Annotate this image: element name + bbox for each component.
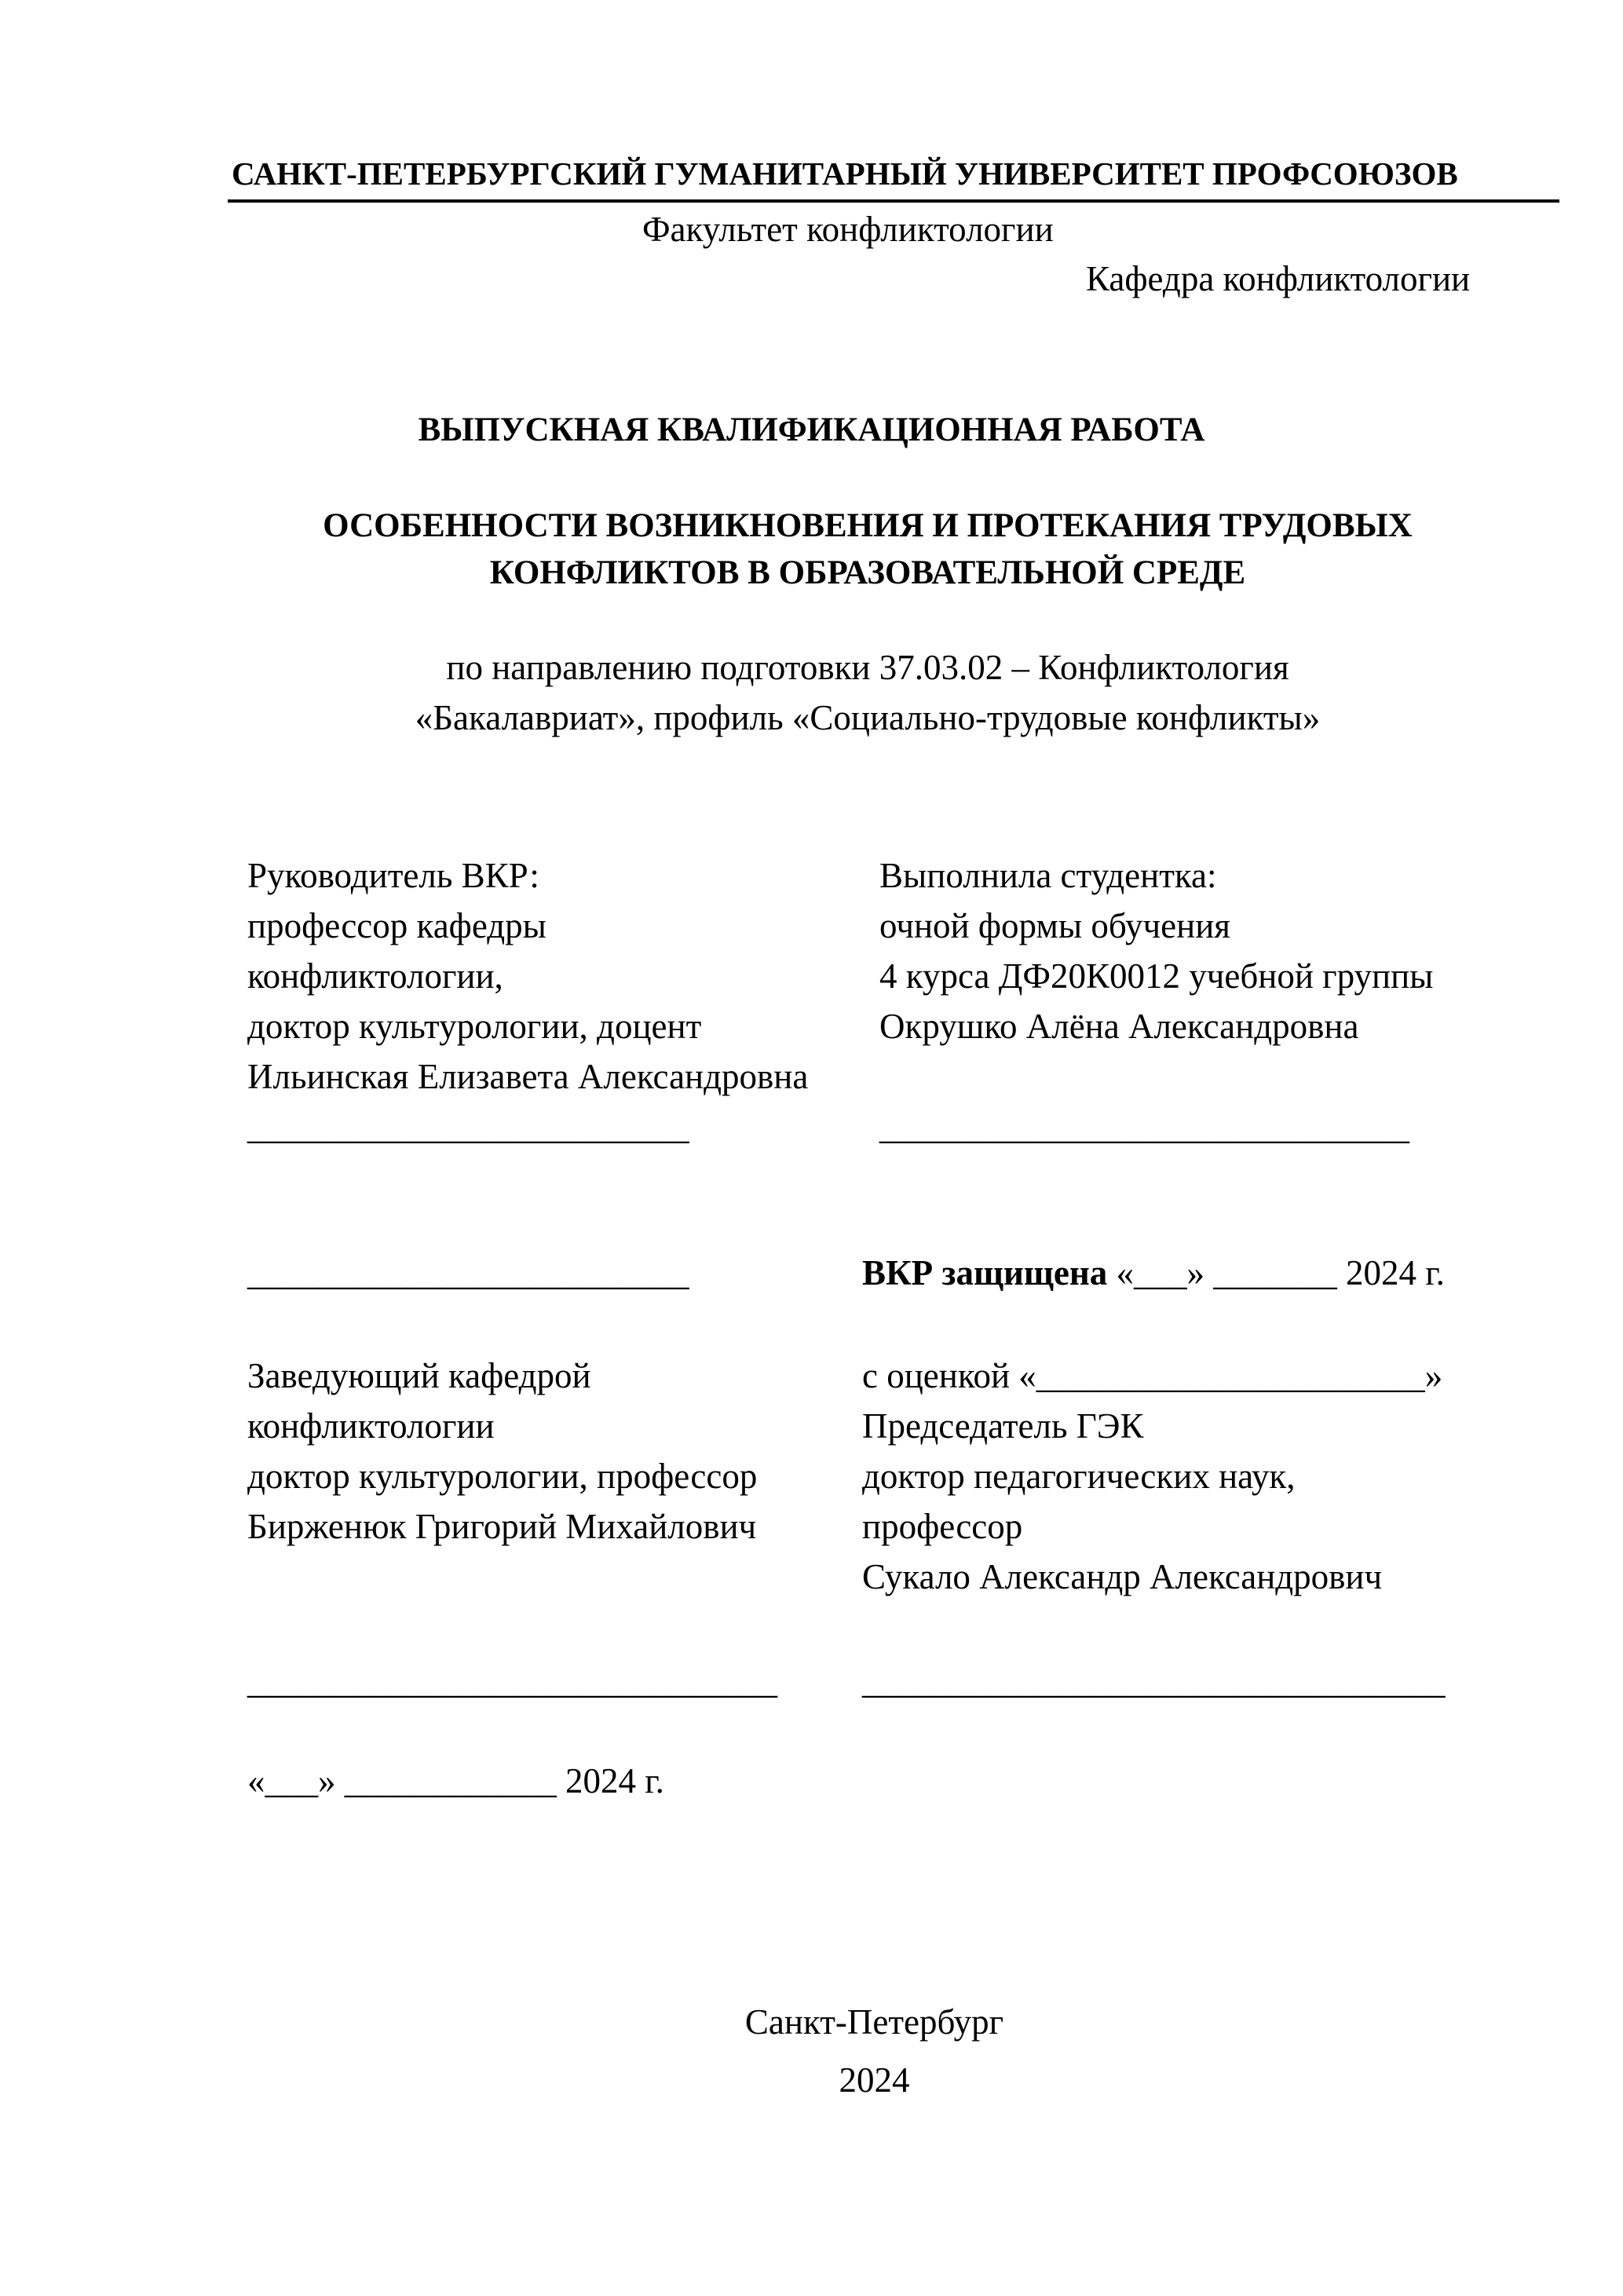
supervisor-signature-line: _________________________ bbox=[247, 1107, 689, 1146]
faculty-name: Факультет конфликтологии bbox=[642, 210, 1054, 249]
head-name: Бирженюк Григорий Михайлович bbox=[247, 1507, 757, 1546]
defense-date-line bbox=[862, 1248, 1445, 1298]
committee-signature-line: _________________________________ bbox=[862, 1662, 1446, 1701]
direction-line: по направлению подготовки 37.03.02 – Конфликтология bbox=[446, 648, 1289, 687]
defense-date: «___» _______ 2024 г. bbox=[1116, 1253, 1445, 1292]
city: Санкт-Петербург bbox=[744, 2002, 1004, 2042]
defense-label: ВКР защищена bbox=[862, 1253, 1108, 1292]
thesis-title-line: КОНФЛИКТОВ В ОБРАЗОВАТЕЛЬНОЙ СРЕДЕ bbox=[489, 554, 1246, 591]
head-title: Заведующий кафедрой bbox=[247, 1356, 591, 1395]
head-degree: доктор культурологии, профессор bbox=[247, 1457, 758, 1496]
supervisor-degree: доктор культурологии, доцент bbox=[247, 1007, 702, 1046]
student-group: 4 курса ДФ20К0012 учебной группы bbox=[879, 956, 1434, 996]
thesis-title-line: ОСОБЕННОСТИ ВОЗНИКНОВЕНИЯ И ПРОТЕКАНИЯ ТРУДОВЫХ bbox=[323, 507, 1413, 544]
direction-line: «Бакалавриат», профиль «Социально-трудовые конфликты» bbox=[415, 698, 1321, 737]
supervisor-position: профессор кафедры bbox=[247, 906, 546, 945]
student-signature-line: ______________________________ bbox=[879, 1107, 1409, 1146]
thesis-title bbox=[0, 503, 1623, 597]
approval-date-line: «___» ____________ 2024 г. bbox=[247, 1761, 664, 1801]
supervisor-block bbox=[247, 850, 808, 1152]
supervisor-second-line: _________________________ bbox=[247, 1253, 689, 1292]
head-signature-line: ______________________________ bbox=[247, 1662, 777, 1701]
head-department: конфликтологии bbox=[247, 1406, 495, 1446]
committee-chair-degree: доктор педагогических наук, bbox=[862, 1457, 1296, 1496]
student-study-form: очной формы обучения bbox=[879, 906, 1230, 945]
defense-grade: с оценкой «______________________» bbox=[862, 1356, 1443, 1395]
student-label: Выполнила студентка: bbox=[879, 856, 1217, 895]
year: 2024 bbox=[839, 2060, 910, 2100]
header-divider bbox=[228, 199, 1559, 203]
student-name: Окрушко Алёна Александровна bbox=[879, 1007, 1359, 1046]
department-name: Кафедра конфликтологии bbox=[1086, 259, 1471, 298]
work-type-heading: ВЫПУСКНАЯ КВАЛИФИКАЦИОННАЯ РАБОТА bbox=[418, 411, 1205, 448]
supervisor-department: конфликтологии, bbox=[247, 956, 503, 996]
committee-chair-title: Председатель ГЭК bbox=[862, 1406, 1144, 1446]
committee-chair-rank: профессор bbox=[862, 1507, 1023, 1546]
head-of-department-block bbox=[247, 1351, 757, 1552]
university-name: САНКТ-ПЕТЕРБУРГСКИЙ ГУМАНИТАРНЫЙ УНИВЕРСИТЕТ ПРОФСОЮЗОВ bbox=[232, 155, 1458, 192]
committee-chair-name: Сукало Александр Александрович bbox=[862, 1557, 1383, 1596]
student-block bbox=[879, 850, 1433, 1152]
supervisor-label: Руководитель ВКР: bbox=[247, 856, 539, 895]
supervisor-name: Ильинская Елизавета Александровна bbox=[247, 1057, 809, 1096]
committee-block bbox=[862, 1351, 1442, 1602]
study-direction bbox=[0, 642, 1623, 743]
